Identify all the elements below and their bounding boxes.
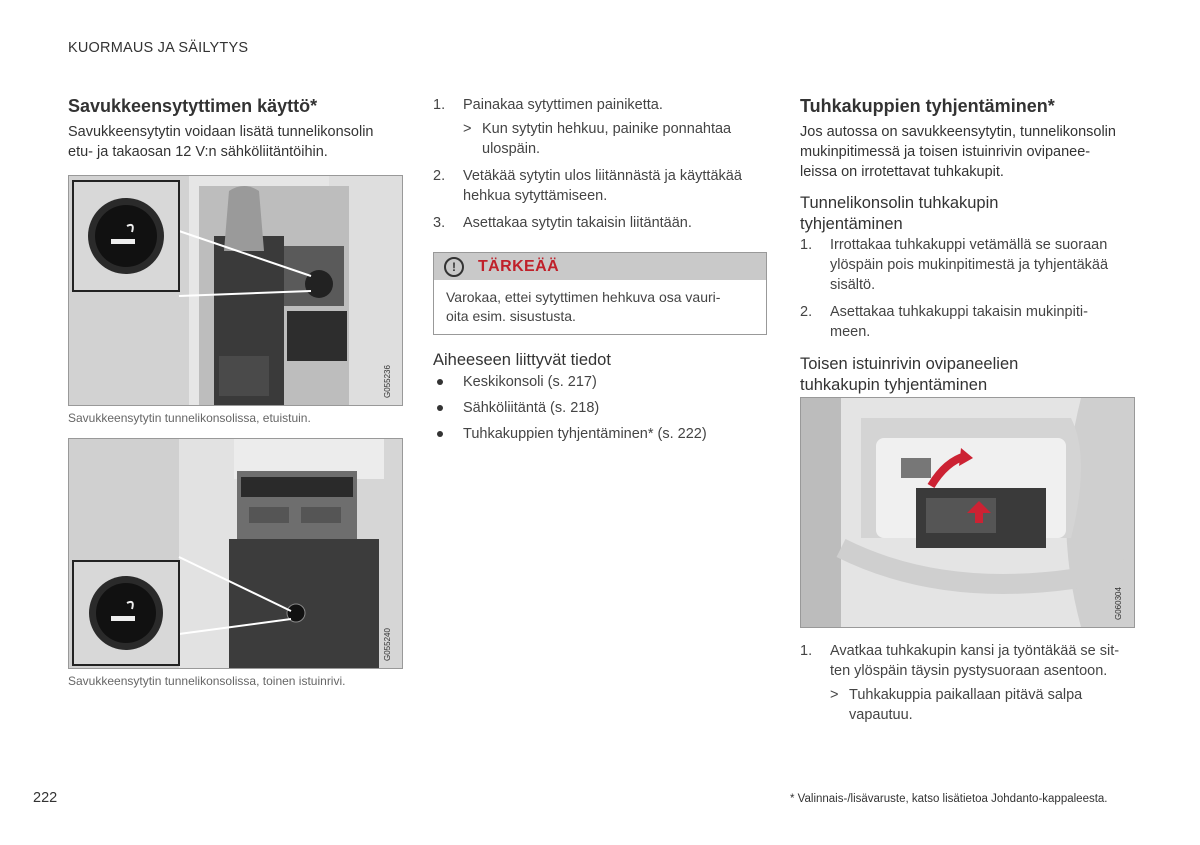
related-link[interactable]: Sähköliitäntä (s. 218) xyxy=(433,398,768,418)
bullet-icon xyxy=(437,431,443,437)
running-header: KUORMAUS JA SÄILYTYS xyxy=(68,40,249,56)
photo-front-lighter xyxy=(68,175,403,406)
footnote: * Valinnais-/lisävaruste, katso lisätietoa Johdanto-kappaleesta. xyxy=(790,793,1108,805)
important-box xyxy=(433,252,767,335)
intro-line: leissa on irrotettavat tuhkakupit. xyxy=(800,164,1004,180)
important-title: TÄRKEÄÄ xyxy=(478,257,560,275)
related-link[interactable]: Tuhkakuppien tyhjentäminen* (s. 222) xyxy=(433,424,768,444)
section-lighter xyxy=(68,96,398,162)
console-step-1: 1. Irrottakaa tuhkakuppi vetämällä se suoraan ylöspäin pois mukinpitimestä ja tyhjentäkää sisältö. xyxy=(800,237,1109,293)
photo-rear-lighter xyxy=(68,438,403,669)
page-number: 222 xyxy=(33,790,58,806)
intro-line: mukinpitimessä ja toisen istuinrivin ovipanee- xyxy=(800,144,1091,160)
step-2: 2. Vetäkää sytytin ulos liitännästä ja käyttäkää hehkua sytyttämiseen. xyxy=(433,168,742,204)
bullet-icon xyxy=(437,379,443,385)
related-link[interactable]: Keskikonsoli (s. 217) xyxy=(433,372,768,392)
intro-line: Savukkeensytytin voidaan lisätä tunnelikonsolin xyxy=(68,124,374,140)
console-step-2: 2. Asettakaa tuhkakuppi takaisin mukinpiti- meen. xyxy=(800,304,1088,340)
image-code: G055236 xyxy=(383,365,392,398)
step-3: 3. Asettakaa sytytin takaisin liitäntään. xyxy=(433,215,692,231)
intro-line: etu- ja takaosan 12 V:n sähköliitäntöihin. xyxy=(68,144,328,160)
photo-door-ashtray xyxy=(800,397,1135,628)
image-code: G055240 xyxy=(383,628,392,661)
subsection-heading: Toisen istuinrivin ovipaneelien tuhkakupin tyhjentäminen xyxy=(800,355,1019,394)
photo-caption: Savukkeensytytin tunnelikonsolissa, etuistuin. xyxy=(68,411,311,425)
section-heading: Tuhkakuppien tyhjentäminen* xyxy=(800,96,1055,116)
subsection-heading: Tunnelikonsolin tuhkakupin tyhjentäminen xyxy=(800,194,999,233)
front-console-illustration xyxy=(69,176,402,405)
door-steps xyxy=(800,641,1140,725)
section-heading: Savukkeensytyttimen käyttö* xyxy=(68,96,318,116)
bullet-icon xyxy=(437,405,443,411)
intro-line: Jos autossa on savukkeensytytin, tunnelikonsolin xyxy=(800,124,1116,140)
section-ashtray xyxy=(800,96,1140,396)
door-step-1: 1. Avatkaa tuhkakupin kansi ja työntäkää se sit- ten ylöspäin täysin pystysuoraan asentoon. xyxy=(800,643,1120,679)
photo-caption: Savukkeensytytin tunnelikonsolissa, toinen istuinrivi. xyxy=(68,674,346,688)
important-text: Varokaa, ettei sytyttimen hehkuva osa vauri- oita esim. sisustusta. xyxy=(446,289,721,324)
image-code: G060304 xyxy=(1114,587,1123,620)
related-heading: Aiheeseen liittyvät tiedot xyxy=(433,351,611,369)
rear-console-illustration xyxy=(69,439,402,668)
step-1: 1. Painakaa sytyttimen painiketta. xyxy=(433,97,663,113)
related-info xyxy=(433,350,768,450)
lighter-steps xyxy=(433,95,768,233)
important-header xyxy=(434,253,766,280)
step-1-result: > Kun sytytin hehkuu, painike ponnahtaa ulospäin. xyxy=(463,121,732,157)
door-panel-illustration xyxy=(801,398,1134,627)
exclamation-icon: ! xyxy=(444,257,464,277)
door-step-1-result: > Tuhkakuppia paikallaan pitävä salpa vapautuu. xyxy=(830,687,1083,723)
